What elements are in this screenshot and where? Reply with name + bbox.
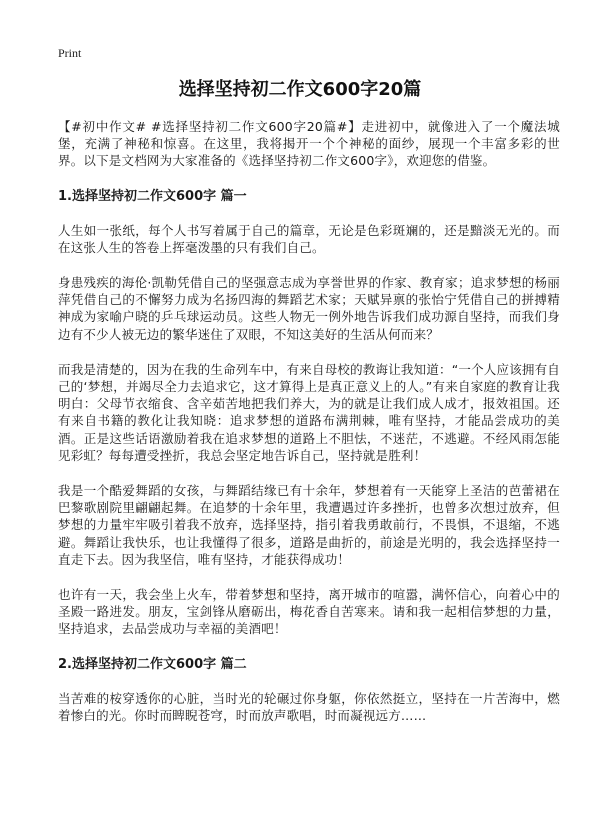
paragraph: 身患残疾的海伦·凯勒凭借自己的坚强意志成为享誉世界的作家、教育家；追求梦想的杨丽萍凭借自己的不懈努力成为名扬四海的舞蹈艺术家；天赋异禀的张怡宁凭借自己的拼搏精神成为家喻户晓的乒乓球运动员。这些人物无一例外地告诉我们成功源自坚持，而我们身边有不少人被无边的繁华迷住了双眼，不知这美好的生活从何而来？ — [58, 275, 560, 342]
paragraph: 当苦难的桉穿透你的心脏，当时光的轮碾过你身躯，你依然挺立，坚持在一片苦海中，燃着惨白的光。你时而睥睨苍穹，时而放声歌唱，时而凝视远方…… — [58, 690, 560, 723]
article-body — [58, 118, 560, 742]
paragraph: 也许有一天，我会坐上火车，带着梦想和坚持，离开城市的喧嚣，满怀信心，向着心中的圣殿一路进发。朋友，宝剑锋从磨砺出，梅花香自苦寒来。请和我一起相信梦想的力量，坚持追求，去品尝成功与幸福的美酒吧！ — [58, 587, 560, 637]
paragraph: 我是一个酷爱舞蹈的女孩，与舞蹈结缘已有十余年，梦想着有一天能穿上圣洁的芭蕾裙在巴黎歌剧院里翩翩起舞。在追梦的十余年里，我遭遇过许多挫折，也曾多次想过放弃，但梦想的力量牢牢吸引着我不放弃，选择坚持，指引着我勇敢前行，不畏惧，不退缩，不逃避。舞蹈让我快乐，也让我懂得了很多，道路是曲折的，前途是光明的，我会选择坚持一直走下去。因为我坚信，唯有坚持，才能获得成功！ — [58, 483, 560, 567]
section-heading-1: 1.选择坚持初二作文600字 篇一 — [58, 188, 247, 204]
page-title: 选择坚持初二作文600字20篇 — [178, 79, 422, 100]
paragraph: 而我是清楚的，因为在我的生命列车中，有来自母校的教诲让我知道：“一个人应该拥有自己的‘梦想，并竭尽全力去追求它，这才算得上是真正意义上的人。”有来自家庭的教育让我明白：父母节衣缩食、含辛茹苦地把我们养大，为的就是让我们成人成才，报效祖国。还有来自书籍的教化让我知晓：追求梦想的道路布满荆棘，唯有坚持，才能品尝成功的美酒。正是这些话语激励着我在追求梦想的道路上不胆怯，不迷茫，不逃避。不经风雨怎能见彩虹？每每遭受挫折，我总会坚定地告诉自己，坚持就是胜利！ — [58, 361, 560, 463]
intro-paragraph: 【#初中作文# #选择坚持初二作文600字20篇#】走进初中，就像进入了一个魔法城堡，充满了神秘和惊喜。在这里，我将揭开一个个神秘的面纱，展现一个丰富多彩的世界。以下是文档网为大家准备的《选择坚持初二作文600字》，欢迎您的借鉴。 — [58, 119, 560, 169]
print-link[interactable]: Print — [58, 46, 82, 60]
paragraph: 人生如一张纸，每个人书写着属于自己的篇章，无论是色彩斑斓的，还是黯淡无光的。而在这张人生的答卷上挥毫泼墨的只有我们自己。 — [58, 222, 560, 255]
section-heading-2: 2.选择坚持初二作文600字 篇二 — [58, 656, 247, 672]
